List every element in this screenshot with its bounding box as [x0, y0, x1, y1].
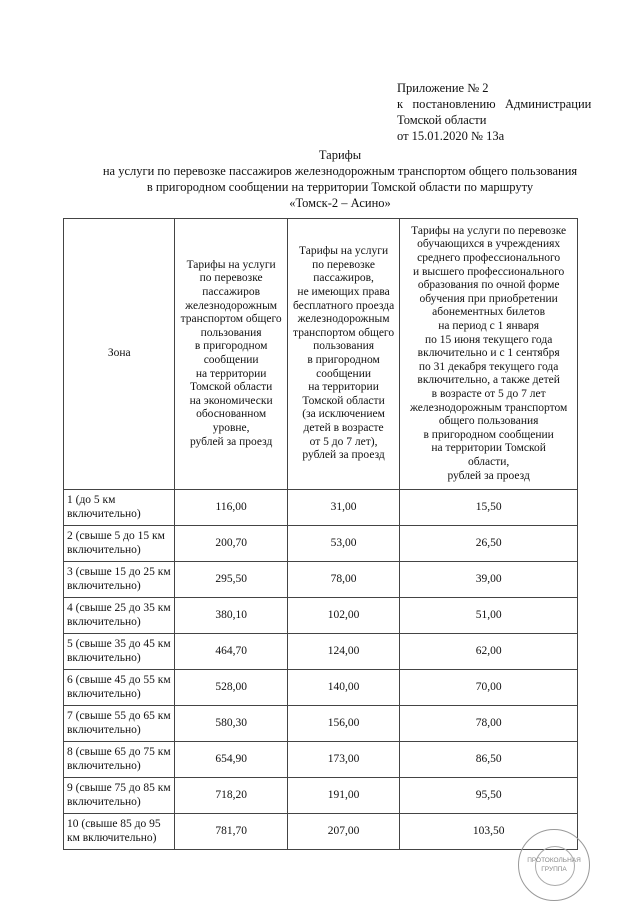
protocol-group-stamp [518, 829, 590, 901]
table-row [64, 526, 578, 562]
economic-tariff-cell: 464,70 [175, 634, 287, 670]
no-free-tariff-cell: 102,00 [287, 598, 399, 634]
zone-cell: 2 (свыше 5 до 15 км включительно) [64, 526, 175, 562]
no-free-tariff-cell: 53,00 [287, 526, 399, 562]
economic-tariff-cell: 528,00 [175, 670, 287, 706]
no-free-tariff-cell: 207,00 [287, 814, 399, 850]
table-row [64, 670, 578, 706]
header-students-tariff: Тарифы на услуги по перевозке обучающихся в учреждениях среднего профессионального и высшего профессионального образования по очной форме обучения при приобретении абонементных билетов на период с 1 января по 15 июня текущего года включительно и с 1 сентября по 31 декабря текущего года включительно, а также детей в возрасте от 5 до 7 лет железнодорожным транспортом общего пользования в пригородном сообщении на территории Томской области, рублей за проезд [400, 219, 578, 490]
table-row [64, 706, 578, 742]
header-no-free-travel-tariff: Тарифы на услуги по перевозке пассажиров, не имеющих права бесплатного проезда железнодорожным транспортом общего пользования в пригородном сообщении на территории Томской области (за исключением детей в возрасте от 5 до 7 лет), рублей за проезд [287, 219, 399, 490]
no-free-tariff-cell: 173,00 [287, 742, 399, 778]
title-route: «Томск-2 – Асино» [289, 196, 391, 210]
stamp-text-2: ГРУППА [541, 866, 567, 873]
appendix-header [397, 80, 591, 144]
tariff-table [63, 218, 578, 850]
appendix-resolution: к постановлению Администрации [397, 97, 592, 111]
table-row [64, 598, 578, 634]
table-row [64, 634, 578, 670]
zone-cell: 3 (свыше 15 до 25 км включительно) [64, 562, 175, 598]
economic-tariff-cell: 654,90 [175, 742, 287, 778]
students-tariff-cell: 39,00 [400, 562, 578, 598]
students-tariff-cell: 86,50 [400, 742, 578, 778]
economic-tariff-cell: 116,00 [175, 490, 287, 526]
title-heading: Тарифы [318, 148, 362, 162]
zone-cell: 5 (свыше 35 до 45 км включительно) [64, 634, 175, 670]
no-free-tariff-cell: 31,00 [287, 490, 399, 526]
students-tariff-cell: 103,50 [400, 814, 578, 850]
appendix-region: Томской области [397, 113, 487, 127]
no-free-tariff-cell: 140,00 [287, 670, 399, 706]
economic-tariff-cell: 580,30 [175, 706, 287, 742]
header-zone: Зона [64, 219, 175, 490]
table-header-row [64, 219, 578, 490]
table-row [64, 778, 578, 814]
no-free-tariff-cell: 78,00 [287, 562, 399, 598]
header-economic-tariff: Тарифы на услуги по перевозке пассажиров железнодорожным транспортом общего пользования в пригородном сообщении на территории Томской области на экономически обоснованном уровне, рублей за проезд [175, 219, 287, 490]
students-tariff-cell: 95,50 [400, 778, 578, 814]
stamp-text-1: ПРОТОКОЛЬНАЯ [527, 857, 581, 864]
appendix-number: Приложение № 2 [397, 81, 489, 95]
title-line-2: на услуги по перевозке пассажиров железнодорожным транспортом общего пользования [102, 164, 578, 178]
no-free-tariff-cell: 156,00 [287, 706, 399, 742]
zone-cell: 10 (свыше 85 до 95 км включительно) [64, 814, 175, 850]
zone-cell: 7 (свыше 55 до 65 км включительно) [64, 706, 175, 742]
appendix-date: от 15.01.2020 № 13а [397, 129, 505, 143]
table-row [64, 814, 578, 850]
students-tariff-cell: 51,00 [400, 598, 578, 634]
table-row [64, 742, 578, 778]
students-tariff-cell: 78,00 [400, 706, 578, 742]
document-title [60, 147, 620, 211]
title-line-3: в пригородном сообщении на территории Томской области по маршруту [146, 180, 534, 194]
students-tariff-cell: 15,50 [400, 490, 578, 526]
no-free-tariff-cell: 191,00 [287, 778, 399, 814]
students-tariff-cell: 26,50 [400, 526, 578, 562]
table-row [64, 562, 578, 598]
economic-tariff-cell: 380,10 [175, 598, 287, 634]
zone-cell: 8 (свыше 65 до 75 км включительно) [64, 742, 175, 778]
students-tariff-cell: 70,00 [400, 670, 578, 706]
economic-tariff-cell: 718,20 [175, 778, 287, 814]
zone-cell: 6 (свыше 45 до 55 км включительно) [64, 670, 175, 706]
no-free-tariff-cell: 124,00 [287, 634, 399, 670]
students-tariff-cell: 62,00 [400, 634, 578, 670]
economic-tariff-cell: 295,50 [175, 562, 287, 598]
economic-tariff-cell: 200,70 [175, 526, 287, 562]
table-row [64, 490, 578, 526]
economic-tariff-cell: 781,70 [175, 814, 287, 850]
zone-cell: 1 (до 5 км включительно) [64, 490, 175, 526]
zone-cell: 4 (свыше 25 до 35 км включительно) [64, 598, 175, 634]
zone-cell: 9 (свыше 75 до 85 км включительно) [64, 778, 175, 814]
